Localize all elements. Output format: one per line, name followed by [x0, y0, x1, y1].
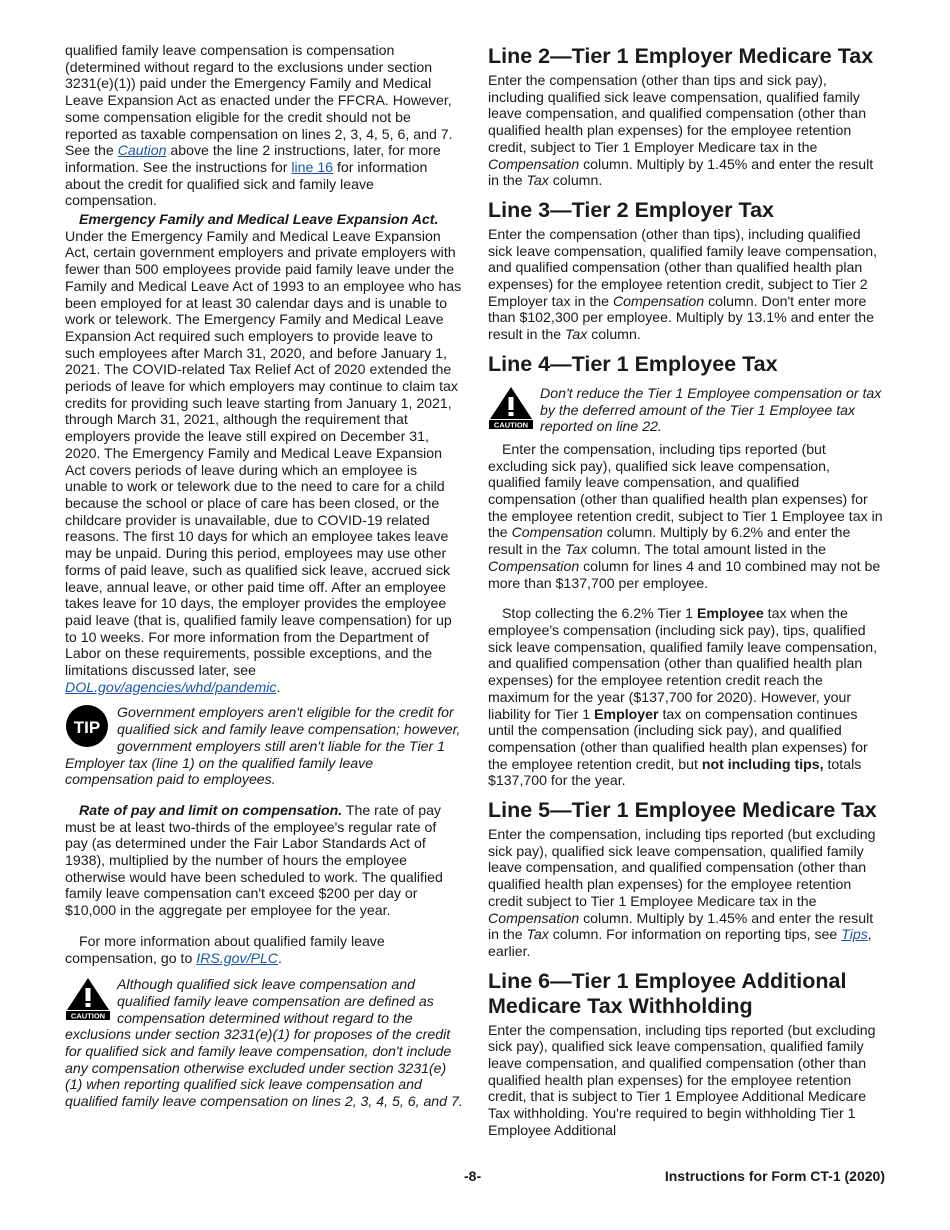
line-4-caution-text: Don't reduce the Tier 1 Employee compensation or tax by the deferred amount of the Tier 1 Employee tax reported on line 22.	[540, 384, 882, 435]
caution-icon-label: CAUTION	[493, 420, 529, 430]
paragraph-qualified-family-leave: qualified family leave compensation is compensation (determined without regard to the exclusions under section 3231(e)(1)) paid under the Emergency Family and Medical Leave Expansion Act as enacted under the FFCRA. However, some compensation eligible for the credit should not be reported as taxable compensation on lines 2, 3, 4, 5, 6, and 7. See the Caution above the line 2 instructions, later, for more information. See the instructions for line 16 for information about the credit for qualified sick and family leave compensation.	[65, 42, 453, 209]
line-4-heading: Line 4—Tier 1 Employee Tax	[488, 351, 778, 376]
line-2-heading: Line 2—Tier 1 Employer Medicare Tax	[488, 44, 874, 68]
line-4-text: Enter the compensation, including tips reported (but excluding sick pay), qualified sick leave compensation, qualified family leave compensation, and qualified compensation (other than qualified health plan expenses) for the employee retention credit, subject to Tier 1 Employee tax in the Compensation column. Multiply by 6.2% and enter the result in the Tax column. The total amount listed in the Compensation column for lines 4 and 10 combined may not be more than $137,700 per employee.	[488, 440, 883, 591]
line-3-text: Enter the compensation (other than tips), including qualified sick leave compensation, qualified family leave compensation, and qualified compensation (other than qualified health plan expenses) for the employee retention credit, subject to Tier 2 Employer tax in the Compensation column. Don't enter more than $102,300 per employee. Multiply by 13.1% and enter the result in the Tax column.	[488, 225, 878, 343]
line-4-stop-collecting: Stop collecting the 6.2% Tier 1 Employee tax when the employee's compensation (including sick pay), tips, qualified sick leave compensation, qualified family leave compensation, and qualified compensation (other than qualified health plan expenses) for the employee retention credit reach the maximum for the year ($137,700 for 2020). However, your liability for Tier 1 Employer tax on compensation continues until the compensation (including sick pay), and qualified compensation (other than qualified health plan expenses) for the employee retention credit, but not including tips, totals $137,700 for the year.	[488, 605, 878, 789]
paragraph-rate-of-pay: Rate of pay and limit on compensation. The rate of pay must be at least two-thirds of the employee's regular rate of pay (as determined under the Fair Labor Standards Act of 1938), multiplied by the number of hours the employee otherwise would have been scheduled to work. The qualified family leave compensation can't exceed $200 per day or $10,000 in the aggregate per employee for the year.	[65, 801, 443, 919]
emergency-act-title: Emergency Family and Medical Leave Expansion Act.	[79, 211, 439, 228]
form-title-footer: Instructions for Form CT-1 (2020)	[664, 1168, 885, 1184]
left-column	[65, 42, 463, 1110]
irs-plc-link[interactable]: IRS.gov/PLC	[196, 949, 279, 966]
caution-icon	[488, 385, 534, 430]
page-number: -8-	[464, 1168, 482, 1184]
dol-link[interactable]: DOL.gov/agencies/whd/pandemic	[65, 678, 277, 695]
caution-icon	[65, 976, 111, 1021]
paragraph-emergency-act: Emergency Family and Medical Leave Expansion Act. Under the Emergency Family and Medical Leave Expansion Act, certain government employers and private employers with fewer than 500 employees provide paid family leave under the Family and Medical Leave Act of 1993 to an employee who has been employed for at least 30 calendar days and is unable to work or telework. The Emergency Family and Medical Leave Expansion Act required such employers to provide leave to such employees after March 31, 2020, and before January 1, 2021. The COVID-related Tax Relief Act of 2020 extended the periods of leave for which employers may continue to claim tax credits for providing such leave starting from January 1, 2021, through March 31, 2021, although the requirement that employers provide the leave still expired on December 31, 2020. The Emergency Family and Medical Leave Expansion Act covers periods of leave during which an employee is unable to work or telework due to the need to care for a child because the school or place of care has been closed, or the childcare provider is unavailable, due to COVID-19 related reasons. The first 10 days for which an employee takes leave may be unpaid. During this period, employees may use other forms of paid leave, such as qualified sick leave, accrued sick leave, annual leave, or other paid time off. After an employee takes leave for 10 days, the employer provides the employee paid leave (that is, qualified family leave compensation) for up to 10 weeks. For more information from the Department of Labor on these requirements, possible exceptions, and the limitations discussed later, see DOL.gov/agencies/whd/pandemic.	[65, 211, 462, 695]
line-2-text: Enter the compensation (other than tips and sick pay), including qualified sick leave compensation, qualified family leave compensation, and qualified compensation (other than qualified health plan expenses) for the employee retention credit, subject to Tier 1 Employer Medicare tax in the Compensation column. Multiply by 1.45% and enter the result in the Tax column.	[488, 72, 874, 189]
tip-note	[65, 704, 463, 788]
tips-link[interactable]: Tips	[841, 926, 868, 943]
caution-link[interactable]: Caution	[117, 142, 167, 159]
caution-note	[65, 976, 463, 1110]
right-column	[488, 44, 886, 1139]
tip-text: Government employers aren't eligible for the credit for qualified sick and family leave compensation; however, government employers still aren't liable for the Tier 1 Employer tax (line 1) on the qualified family leave compensation paid to employees.	[65, 704, 461, 788]
line-4-caution-note	[488, 385, 886, 435]
line-3-heading: Line 3—Tier 2 Employer Tax	[488, 197, 774, 222]
rate-of-pay-title: Rate of pay and limit on compensation.	[79, 801, 343, 818]
caution-text: Although qualified sick leave compensation and qualified family leave compensation are defined as compensation determined without regard to the exclusions under section 3231(e)(1) for proposes of the credit for qualified sick and family leave compensation, don't include any compensation otherwise excluded under section 3231(e)(1) when reporting qualified sick leave compensation and qualified family leave compensation on lines 2, 3, 4, 5, 6, and 7.	[65, 976, 463, 1110]
line-16-link[interactable]: line 16	[291, 158, 334, 175]
tip-icon	[65, 704, 111, 749]
caution-icon-label: CAUTION	[70, 1011, 106, 1021]
tip-icon-label: TIP	[73, 718, 101, 738]
line-6-heading: Line 6—Tier 1 Employee Additional Medicare Tax Withholding	[488, 968, 847, 1018]
line-6-text: Enter the compensation, including tips reported (but excluding sick pay), qualified sick leave compensation, qualified family leave compensation, and qualified compensation (other than qualified health plan expenses) for the employee retention credit, that is subject to Tier 1 Employee Additional Medicare Tax withholding. You're required to begin withholding Tier 1 Employee Additional	[488, 1021, 876, 1138]
paragraph-more-info: For more information about qualified family leave compensation, go to IRS.gov/PLC.	[65, 932, 385, 966]
line-5-heading: Line 5—Tier 1 Employee Medicare Tax	[488, 798, 877, 823]
line-5-text: Enter the compensation, including tips reported (but excluding sick pay), qualified sick leave compensation, qualified family leave compensation, and qualified compensation (other than qualified health plan expenses) for the employee retention credit subject to Tier 1 Employee Medicare tax in the Compensation column. Multiply by 1.45% and enter the result in the Tax column. For information on reporting tips, see Tips, earlier.	[488, 826, 876, 959]
